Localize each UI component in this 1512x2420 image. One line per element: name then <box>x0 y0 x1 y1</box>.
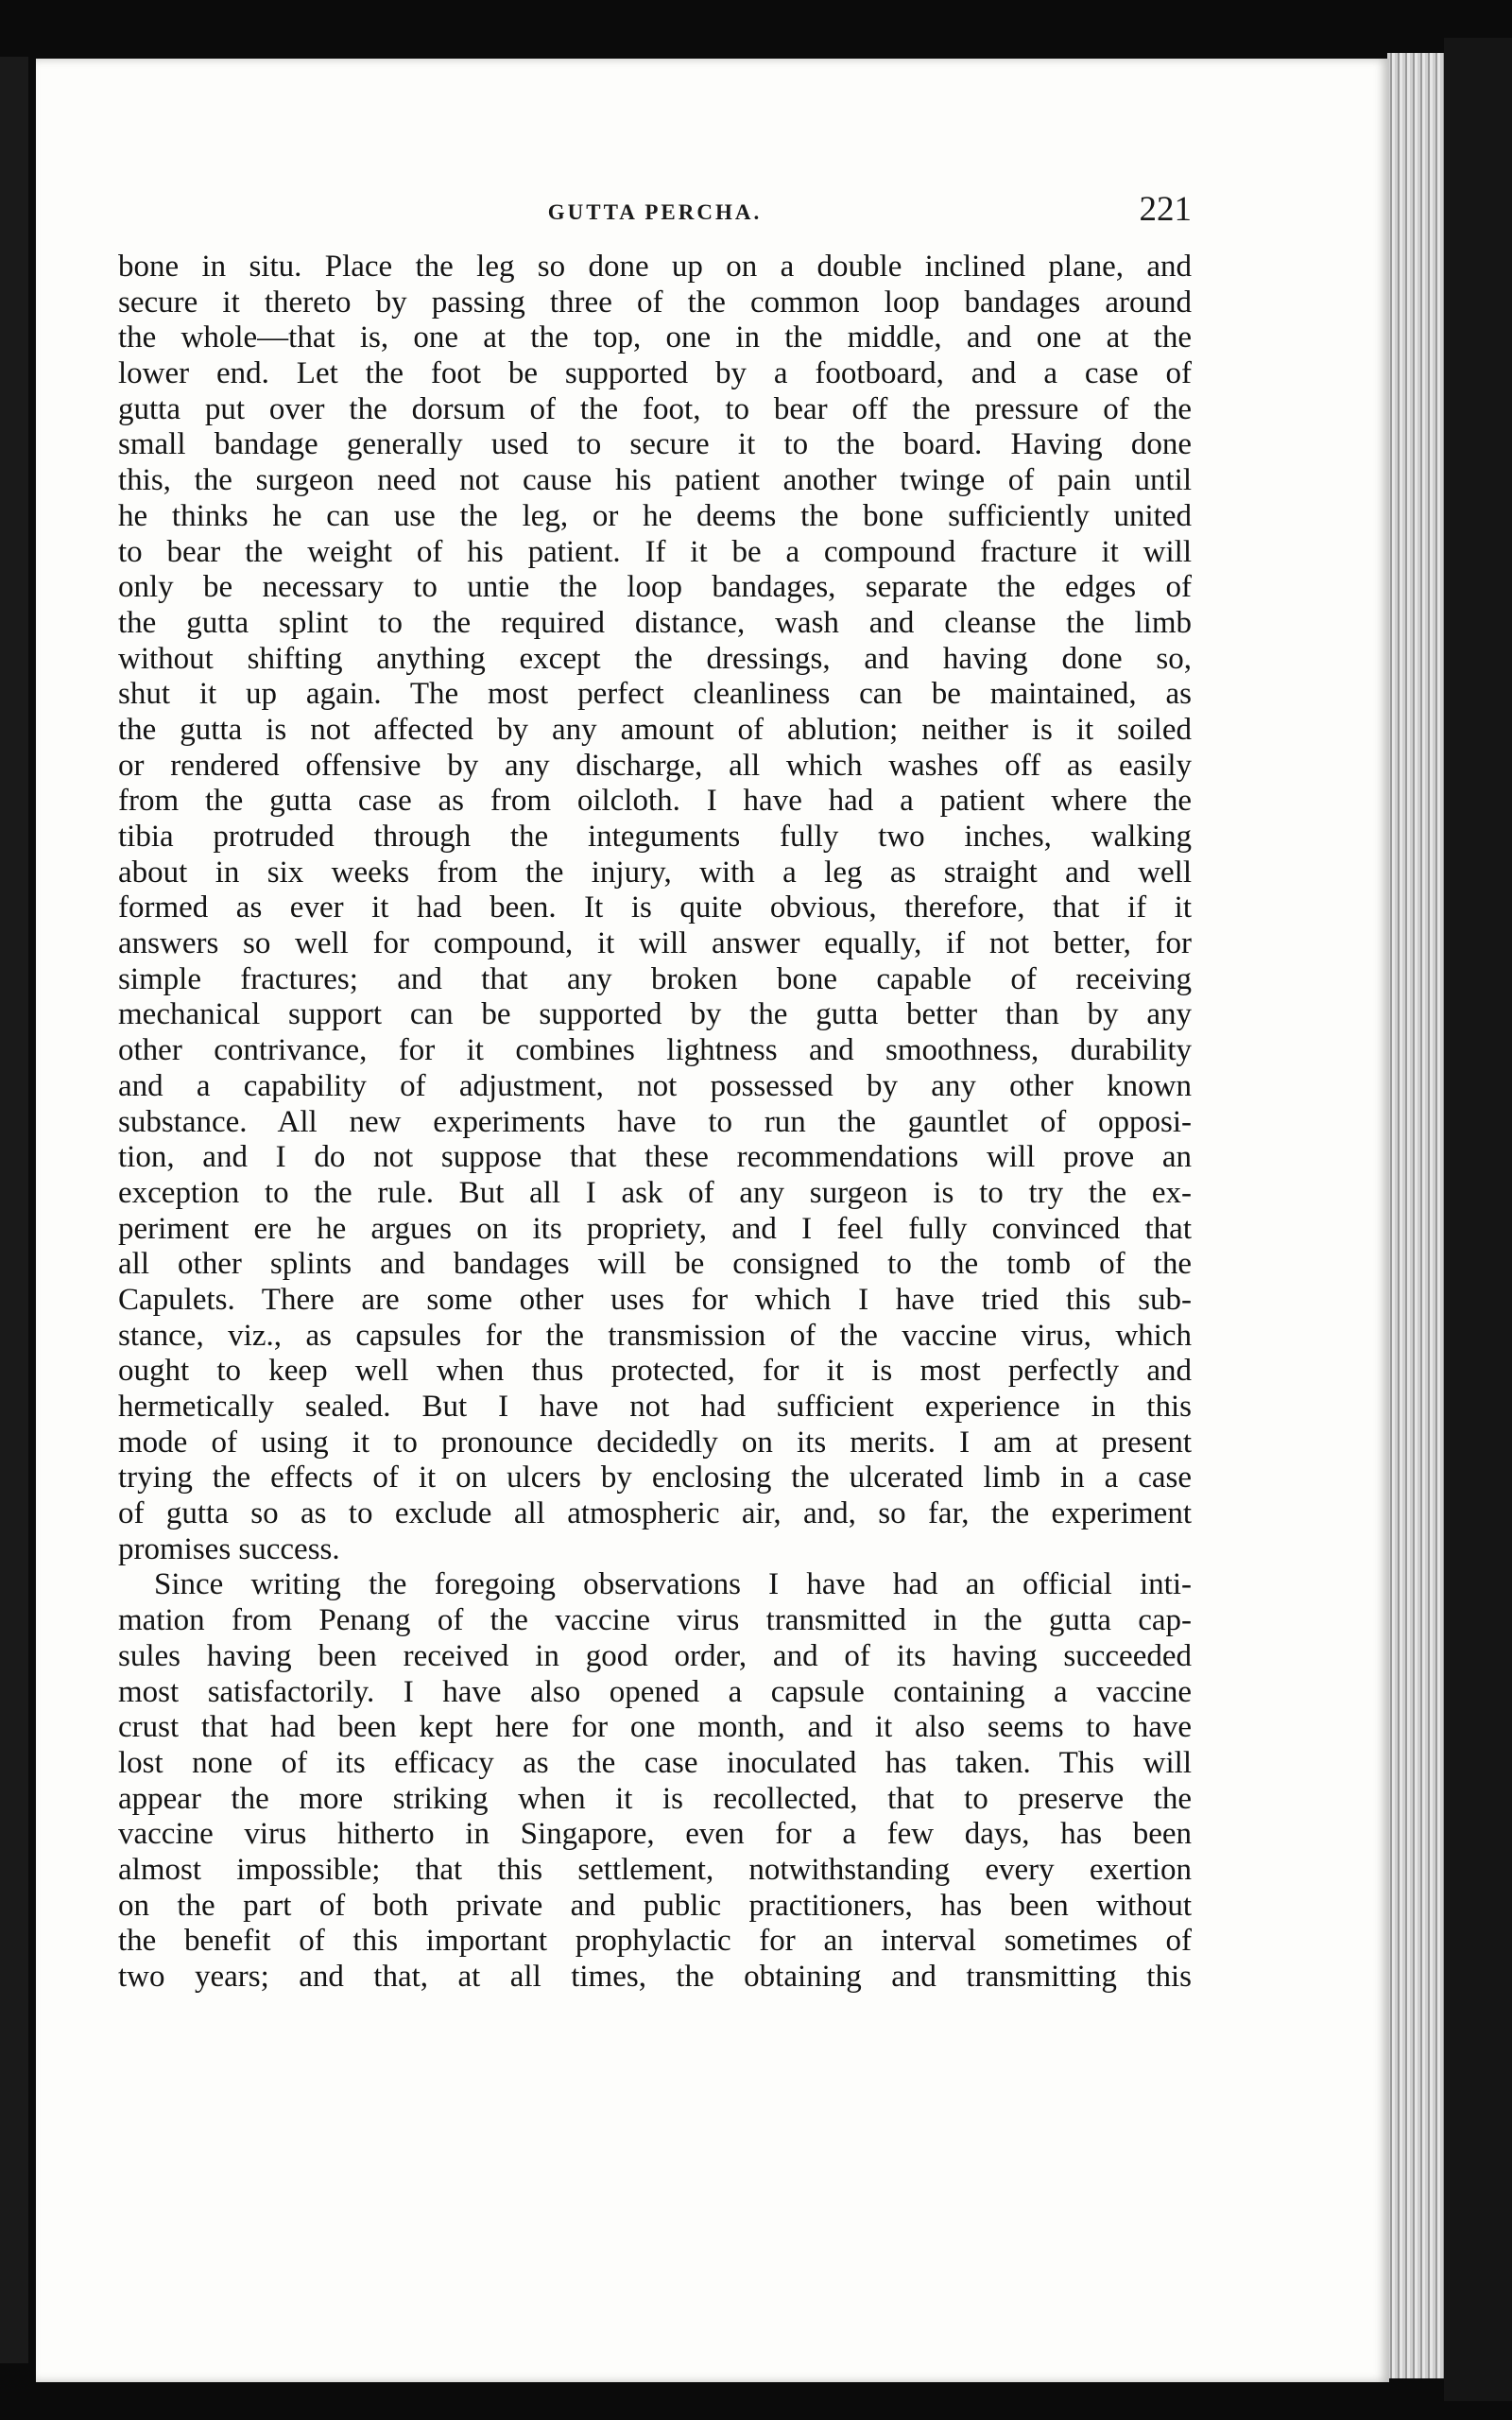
text-line: bone in situ. Place the leg so done up on a double inclined plane, and <box>118 250 1192 284</box>
text-line: periment ere he argues on its propriety, and I feel fully convinced that <box>118 1211 1192 1246</box>
text-line: the benefit of this important prophylactic for an interval sometimes of <box>118 1924 1192 1959</box>
text-line: substance. All new experiments have to run the gauntlet of opposi- <box>118 1104 1192 1139</box>
text-line: and a capability of adjustment, not possessed by any other known <box>118 1068 1192 1103</box>
text-line: secure it thereto by passing three of the common loop bandages around <box>118 285 1192 320</box>
text-line: the gutta is not affected by any amount of ablution; neither is it soiled <box>118 712 1192 747</box>
paragraph-last-line: promises success. <box>118 1531 340 1566</box>
text-line: trying the effects of it on ulcers by enclosing the ulcerated limb in a case <box>118 1461 1192 1495</box>
text-line: mechanical support can be supported by the gutta better than by any <box>118 997 1192 1032</box>
text-line: all other splints and bandages will be consigned to the tomb of the <box>118 1247 1192 1282</box>
text-line: two years; and that, at all times, the obtaining and transmitting this <box>118 1960 1192 1994</box>
text-line: this, the surgeon need not cause his patient another twinge of pain until <box>118 463 1192 498</box>
text-line: vaccine virus hitherto in Singapore, even for a few days, has been <box>118 1817 1192 1852</box>
text-line: only be necessary to untie the loop bandages, separate the edges of <box>118 570 1192 605</box>
text-line: without shifting anything except the dressings, and having done so, <box>118 641 1192 676</box>
text-line: to bear the weight of his patient. If it be a compound fracture it will <box>118 534 1192 569</box>
text-line: most satisfactorily. I have also opened a capsule containing a vaccine <box>118 1674 1192 1709</box>
text-line: he thinks he can use the leg, or he deems the bone sufficiently united <box>118 498 1192 533</box>
text-line: of gutta so as to exclude all atmospheric air, and, so far, the experiment <box>118 1496 1192 1531</box>
text-line: from the gutta case as from oilcloth. I have had a patient where the <box>118 784 1192 819</box>
text-line: answers so well for compound, it will answer equally, if not better, for <box>118 926 1192 961</box>
text-line: about in six weeks from the injury, with a leg as straight and well <box>118 855 1192 890</box>
text-line: appear the more striking when it is recollected, that to preserve the <box>118 1781 1192 1816</box>
text-line: ought to keep well when thus protected, for it is most perfectly and <box>118 1354 1192 1389</box>
text-line: simple fractures; and that any broken bone capable of receiving <box>118 961 1192 996</box>
text-line: mation from Penang of the vaccine virus transmitted in the gutta cap- <box>118 1603 1192 1638</box>
text-line: lower end. Let the foot be supported by a footboard, and a case of <box>118 356 1192 391</box>
page-number: 221 <box>1139 190 1192 229</box>
text-line: tibia protruded through the integuments fully two inches, walking <box>118 820 1192 854</box>
text-line: mode of using it to pronounce decidedly on its merits. I am at present <box>118 1425 1192 1460</box>
text-line: crust that had been kept here for one month, and it also seems to have <box>118 1710 1192 1745</box>
text-line: formed as ever it had been. It is quite obvious, therefore, that if it <box>118 890 1192 925</box>
body-text <box>118 250 1192 1996</box>
text-line: the whole—that is, one at the top, one in the middle, and one at the <box>118 320 1192 355</box>
text-line: exception to the rule. But all I ask of any surgeon is to try the ex- <box>118 1175 1192 1210</box>
text-line: the gutta splint to the required distance, wash and cleanse the limb <box>118 605 1192 640</box>
text-line: other contrivance, for it combines lightness and smoothness, durability <box>118 1033 1192 1068</box>
binding-shadow <box>1444 38 1512 2401</box>
text-line: on the part of both private and public practitioners, has been without <box>118 1888 1192 1923</box>
text-line: tion, and I do not suppose that these recommendations will prove an <box>118 1140 1192 1175</box>
text-line: sules having been received in good order, and of its having succeeded <box>118 1638 1192 1673</box>
text-line: lost none of its efficacy as the case inoculated has taken. This will <box>118 1745 1192 1780</box>
text-line: Capulets. There are some other uses for which I have tried this sub- <box>118 1282 1192 1317</box>
book-left-edge <box>0 57 28 2363</box>
paragraph-first-line: Since writing the foregoing observations I have had an official inti- <box>154 1567 1192 1602</box>
page-stack-edges <box>1387 53 1444 2378</box>
text-line: gutta put over the dorsum of the foot, to bear off the pressure of the <box>118 391 1192 426</box>
text-line: shut it up again. The most perfect cleanliness can be maintained, as <box>118 677 1192 712</box>
text-line: stance, viz., as capsules for the transmission of the vaccine virus, which <box>118 1318 1192 1353</box>
text-line: or rendered offensive by any discharge, all which washes off as easily <box>118 748 1192 783</box>
running-title: GUTTA PERCHA. <box>547 200 763 224</box>
text-line: almost impossible; that this settlement, notwithstanding every exertion <box>118 1852 1192 1887</box>
text-line: small bandage generally used to secure it to the board. Having done <box>118 427 1192 462</box>
text-line: hermetically sealed. But I have not had sufficient experience in this <box>118 1390 1192 1424</box>
running-head <box>118 189 1192 246</box>
